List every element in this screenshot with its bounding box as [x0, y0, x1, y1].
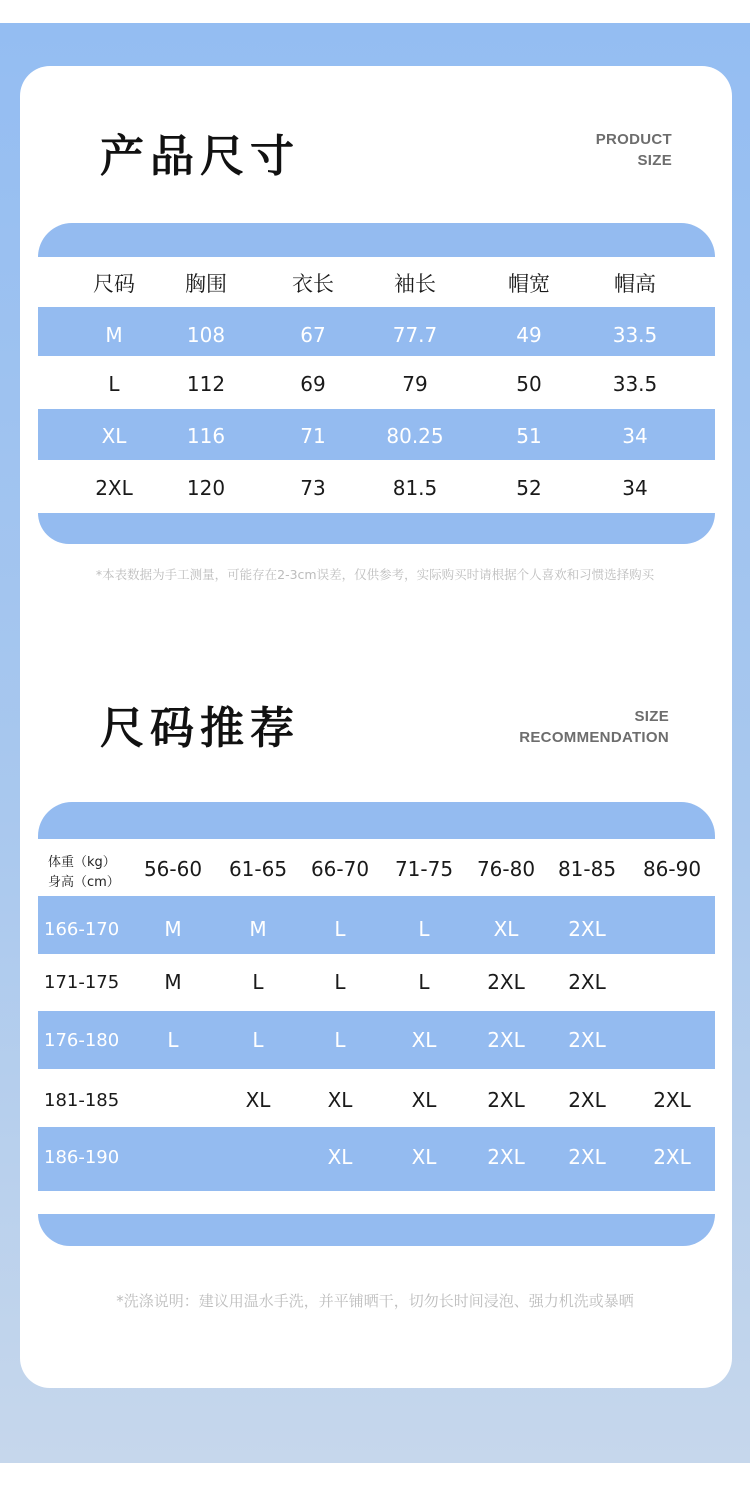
recommend-axis-header [48, 853, 120, 893]
size-table-cell: 71 [300, 424, 326, 448]
size-table-cell: M [105, 323, 123, 347]
washing-note: *洗涤说明：建议用温水手洗，并平铺晒干，切勿长时间浸泡、强力机洗或暴晒 [116, 1292, 634, 1310]
size-table-cell: 77.7 [392, 323, 438, 347]
recommend-table-top-cap [38, 802, 715, 839]
recommended-size-cell: L [334, 1028, 346, 1052]
size-table-cell: 108 [186, 323, 226, 347]
size-table-bottom-cap [38, 513, 715, 544]
size-header-cell: 袖长 [394, 272, 436, 296]
recommended-size-cell: L [334, 917, 346, 941]
recommended-size-cell: 2XL [568, 1088, 606, 1112]
recommend-section-en-title [519, 706, 669, 748]
recommended-size-cell: XL [493, 917, 519, 941]
size-table-cell: 73 [300, 476, 326, 500]
weight-range-header: 76-80 [476, 857, 536, 881]
size-table-cell: 2XL [95, 476, 133, 500]
height-range-label: 186-190 [44, 1147, 120, 1168]
recommended-size-cell: 2XL [568, 1028, 606, 1052]
size-table-cell: 69 [300, 372, 326, 396]
size-header-cell: 帽宽 [508, 272, 550, 296]
recommended-size-cell: 2XL [568, 917, 606, 941]
weight-range-header: 61-65 [228, 857, 288, 881]
size-table-cell: 81.5 [392, 476, 438, 500]
size-header-cell: 尺码 [93, 272, 135, 296]
recommended-size-cell: XL [411, 1028, 437, 1052]
en-title-line-2: RECOMMENDATION [519, 729, 669, 746]
weight-range-header: 86-90 [642, 857, 702, 881]
height-range-label: 171-175 [44, 972, 120, 993]
recommended-size-cell: XL [327, 1088, 353, 1112]
recommended-size-cell: 2XL [487, 1028, 525, 1052]
size-table-cell: 80.25 [386, 424, 444, 448]
weight-header: 体重（kg） [48, 855, 116, 870]
recommended-size-cell: XL [411, 1145, 437, 1169]
recommended-size-cell: XL [327, 1145, 353, 1169]
size-table-cell: 120 [186, 476, 226, 500]
recommend-table-bottom-cap [38, 1214, 715, 1246]
size-section-title: 产品尺寸 [100, 131, 300, 182]
size-table-cell: L [108, 372, 120, 396]
weight-range-header: 66-70 [310, 857, 370, 881]
size-table-band-xl [38, 409, 715, 460]
size-note: *本表数据为手工测量，可能存在2-3cm误差，仅供参考，实际购买时请根据个人喜欢和习惯选择购买 [95, 567, 655, 582]
size-table-cell: 51 [516, 424, 542, 448]
recommended-size-cell: L [167, 1028, 179, 1052]
en-title-line-2: SIZE [637, 152, 672, 169]
size-table-cell: XL [101, 424, 127, 448]
size-table-top-cap [38, 223, 715, 257]
recommended-size-cell: L [418, 970, 430, 994]
recommended-size-cell: 2XL [568, 1145, 606, 1169]
recommend-band-5 [38, 1127, 715, 1191]
en-title-line-1: SIZE [634, 708, 669, 725]
recommended-size-cell: XL [411, 1088, 437, 1112]
recommended-size-cell: 2XL [487, 970, 525, 994]
size-table-cell: 116 [186, 424, 226, 448]
size-table-cell: 34 [622, 424, 648, 448]
recommended-size-cell: L [334, 970, 346, 994]
size-table-cell: 52 [516, 476, 542, 500]
size-table-cell: 50 [516, 372, 542, 396]
recommend-band-3 [38, 1011, 715, 1069]
size-header-cell: 胸围 [185, 272, 227, 296]
recommended-size-cell: 2XL [653, 1088, 691, 1112]
recommended-size-cell: 2XL [653, 1145, 691, 1169]
recommended-size-cell: 2XL [487, 1145, 525, 1169]
weight-range-header: 56-60 [143, 857, 203, 881]
size-table-cell: 67 [300, 323, 326, 347]
recommended-size-cell: M [249, 917, 267, 941]
size-table-cell: 49 [516, 323, 542, 347]
size-header-cell: 帽高 [614, 272, 656, 296]
height-header: 身高（cm） [48, 875, 120, 890]
height-range-label: 176-180 [44, 1030, 120, 1051]
recommend-section-title: 尺码推荐 [100, 703, 300, 754]
recommended-size-cell: M [164, 917, 182, 941]
size-table-cell: 79 [402, 372, 428, 396]
recommended-size-cell: L [418, 917, 430, 941]
recommended-size-cell: 2XL [568, 970, 606, 994]
recommended-size-cell: L [252, 970, 264, 994]
height-range-label: 166-170 [44, 919, 120, 940]
size-section-en-title [596, 129, 672, 171]
weight-range-header: 81-85 [557, 857, 617, 881]
recommended-size-cell: 2XL [487, 1088, 525, 1112]
recommend-band-1 [38, 896, 715, 954]
recommended-size-cell: L [252, 1028, 264, 1052]
weight-range-header: 71-75 [394, 857, 454, 881]
size-header-cell: 衣长 [292, 272, 334, 296]
size-table-cell: 33.5 [612, 323, 658, 347]
en-title-line-1: PRODUCT [595, 131, 672, 148]
recommended-size-cell: XL [245, 1088, 271, 1112]
size-table-cell: 112 [186, 372, 226, 396]
size-table-cell: 33.5 [612, 372, 658, 396]
height-range-label: 181-185 [44, 1090, 120, 1111]
size-table-cell: 34 [622, 476, 648, 500]
recommended-size-cell: M [164, 970, 182, 994]
